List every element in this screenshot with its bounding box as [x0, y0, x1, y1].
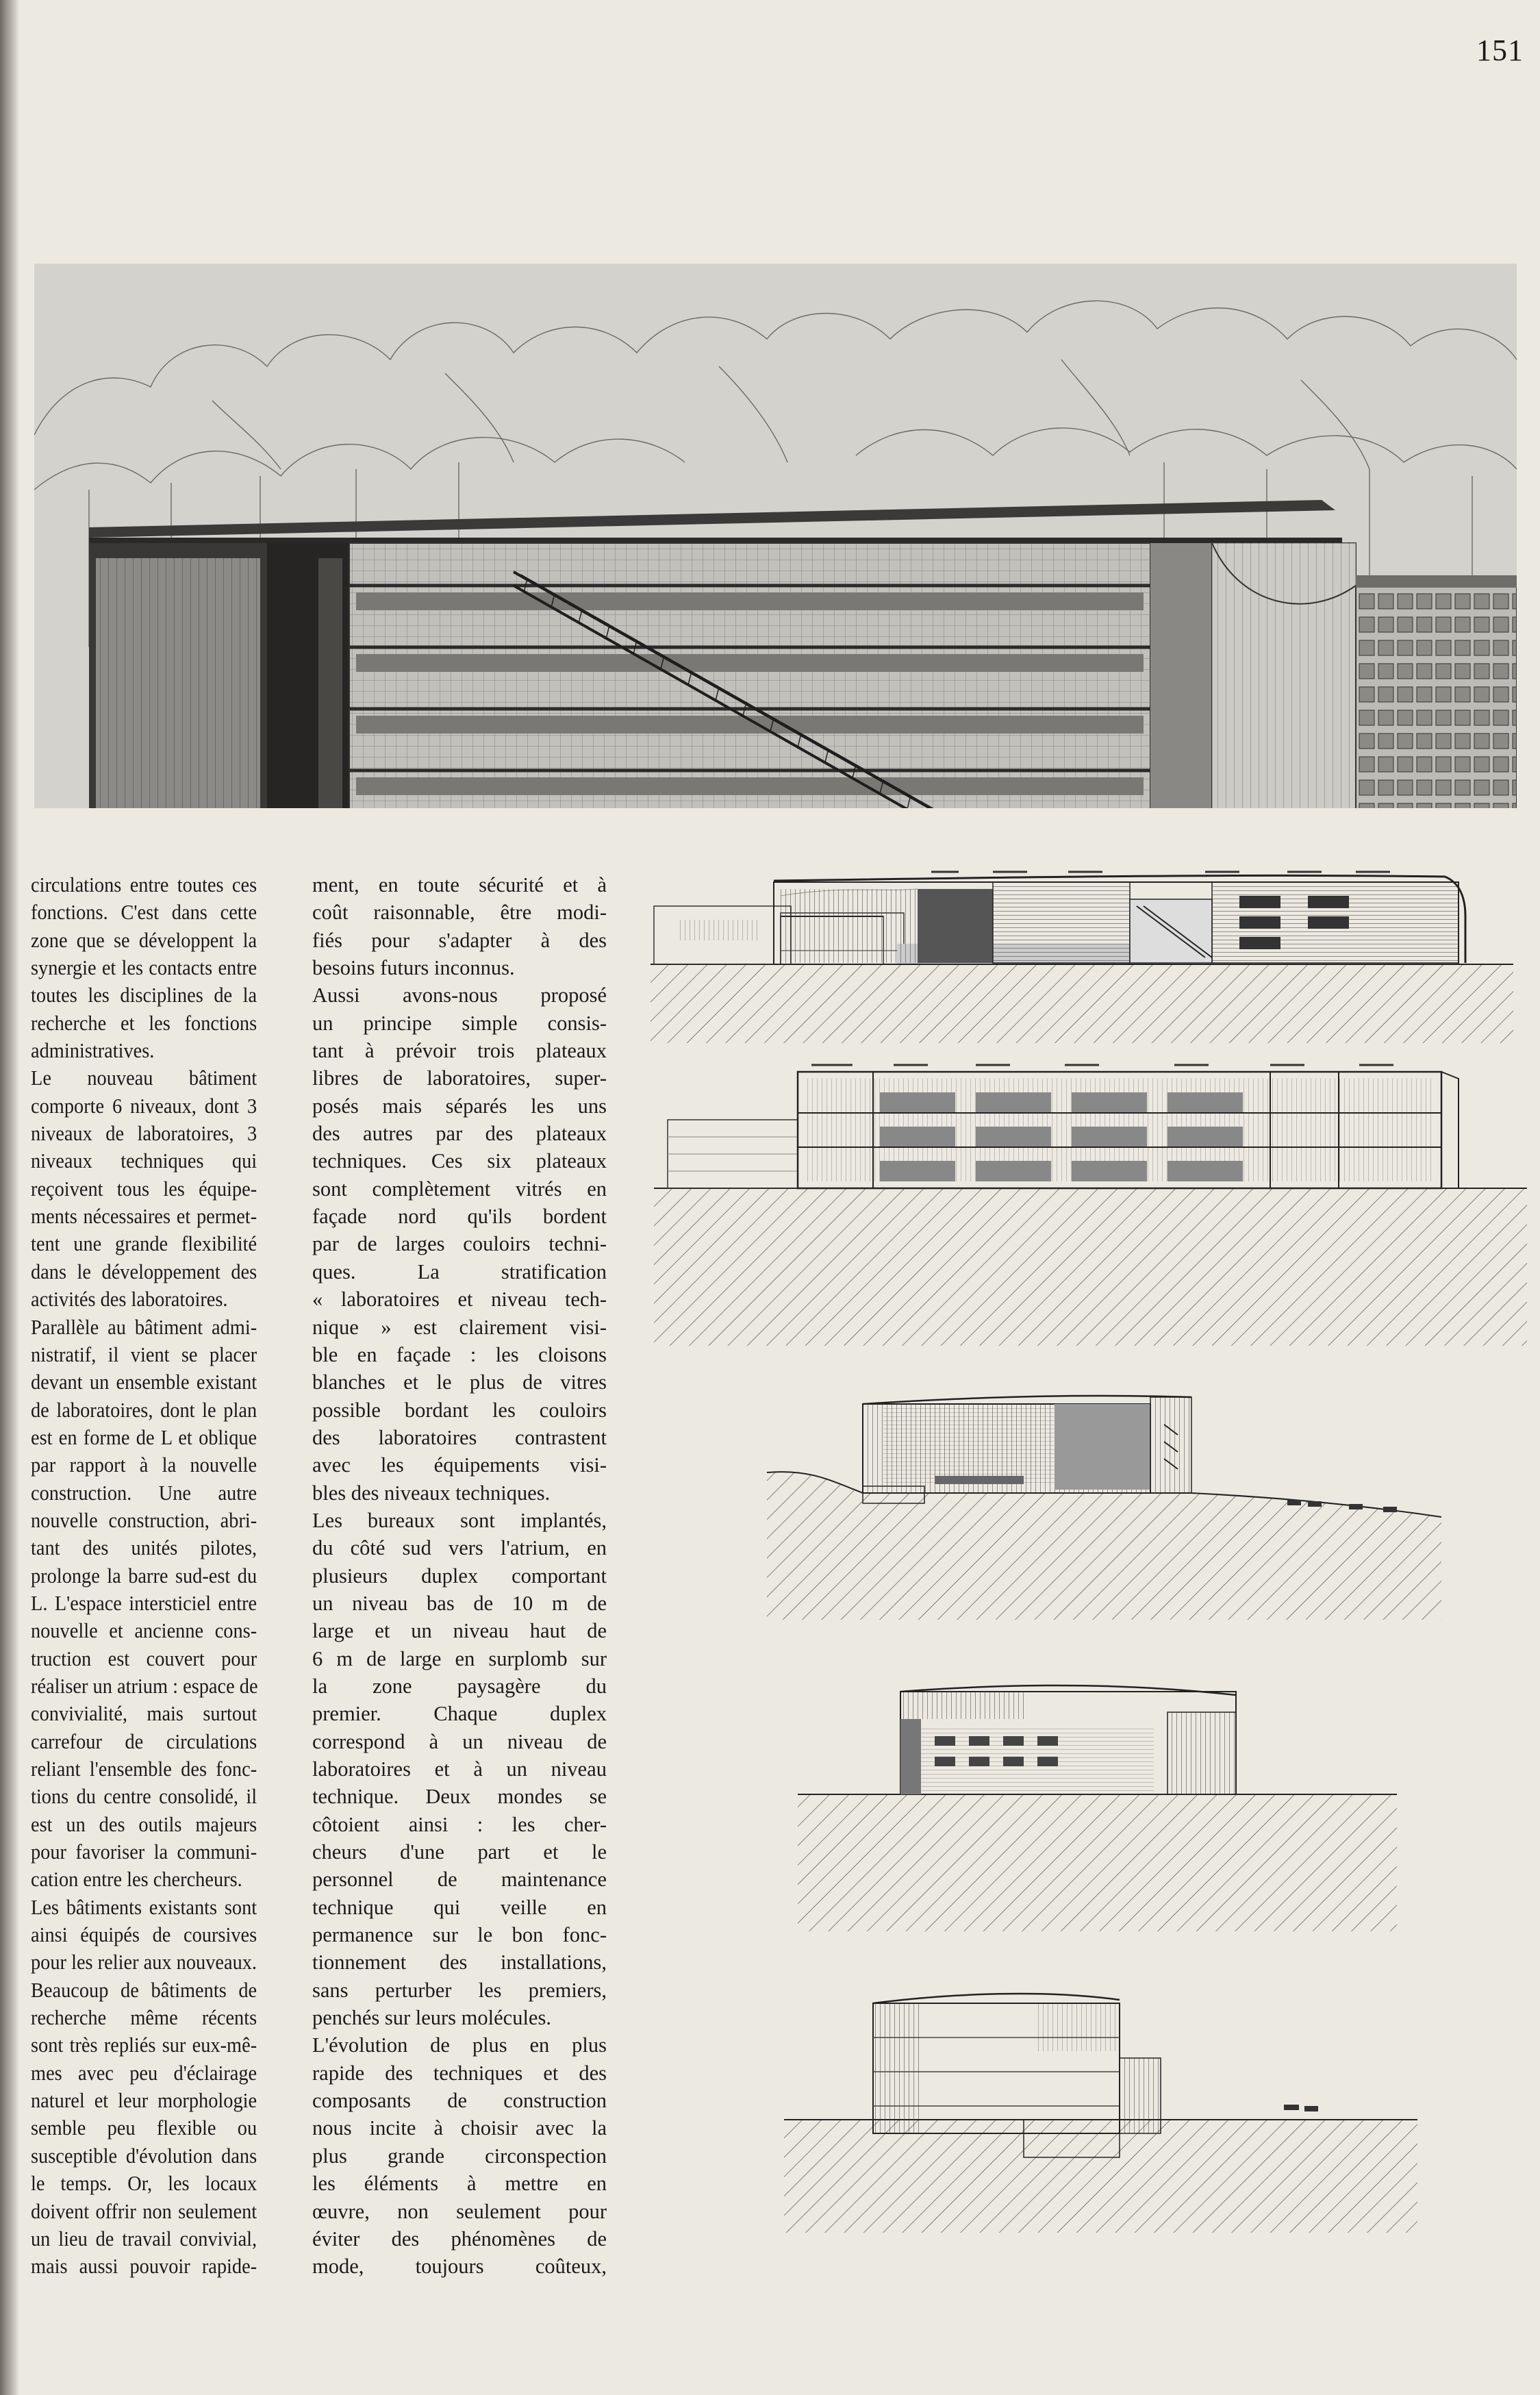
text-line: bles des niveaux techniques. [312, 1481, 551, 1505]
text-line: convivialité, mais surtout [31, 1702, 257, 1726]
text-line: libres de laboratoires, super- [312, 1066, 607, 1090]
text-line: nouvelle construction, abri- [31, 1508, 257, 1532]
text-line: fonctions. C'est dans cette [31, 901, 257, 925]
text-line: du côté sud vers l'atrium, en [312, 1536, 607, 1560]
elevation-drawing-2-icon [654, 1051, 1527, 1346]
text-line: un principe simple consis- [312, 1011, 607, 1035]
text-line: tant des unités pilotes, [31, 1536, 257, 1560]
text-line: tions du centre consolidé, il [31, 1785, 257, 1809]
text-line: cheurs d'une part et le [312, 1840, 607, 1864]
text-line: par de larges couloirs techni- [312, 1232, 607, 1256]
text-line: ble en façade : les cloisons [312, 1342, 607, 1366]
page-number: 151 [1476, 34, 1524, 67]
text-line: éviter des phénomènes de [312, 2227, 607, 2250]
text-line: Aussi avons-nous proposé [312, 983, 607, 1007]
text-line: correspond à un niveau de [312, 1729, 607, 1753]
text-line: cation entre les chercheurs. [31, 1868, 242, 1892]
text-line: côtoient ainsi : les cher- [312, 1812, 607, 1836]
text-line: activités des laboratoires. [31, 1288, 228, 1312]
text-line: façade nord qu'ils bordent [312, 1205, 607, 1229]
text-line: nistratif, il vient se placer [31, 1342, 257, 1366]
text-line: L. L'espace intersticiel entre [31, 1591, 257, 1615]
text-line: tionnement des installations, [312, 1951, 607, 1974]
text-line: des autres par des plateaux [312, 1122, 607, 1146]
text-line: techniques. Ces six plateaux [312, 1149, 607, 1173]
text-line: ques. La stratification [312, 1259, 607, 1283]
section-drawing-4-icon [798, 1671, 1397, 1931]
text-line: ments nécessaires et permet- [31, 1205, 257, 1229]
text-line: penchés sur leurs molécules. [312, 2006, 551, 2030]
text-line: toutes les disciplines de la [31, 983, 257, 1007]
elevation-drawing-1-icon [637, 841, 1527, 1046]
text-line: tant à prévoir trois plateaux [312, 1039, 607, 1063]
text-line: Parallèle au bâtiment admi- [31, 1315, 257, 1339]
text-line: un lieu de travail convivial, [31, 2227, 257, 2250]
text-line: rapide des techniques et des [312, 2061, 607, 2085]
text-line: construction. Une autre [31, 1481, 257, 1505]
text-line: par rapport à la nouvelle [31, 1453, 257, 1477]
text-line: technique. Deux mondes se [312, 1785, 607, 1809]
building-elevation-drawing [34, 264, 1517, 808]
text-line: reliant l'ensemble des fonc- [31, 1757, 257, 1781]
text-line: comporte 6 niveaux, dont 3 [31, 1094, 257, 1118]
text-line: mes avec peu d'éclairage [31, 2061, 257, 2085]
text-line: sans perturber les premiers, [312, 1978, 607, 2002]
text-line: recherche même récents [31, 2006, 257, 2030]
text-line: zone que se développent la [31, 928, 257, 952]
text-line: doivent offrir non seulement [31, 2199, 257, 2223]
text-line: niveaux techniques qui [31, 1149, 257, 1173]
text-line: technique qui veille en [312, 1895, 607, 1919]
elevation-figure-1 [637, 841, 1527, 1046]
text-line: le temps. Or, les locaux [31, 2172, 257, 2196]
text-line: nique » est clairement visi- [312, 1315, 607, 1339]
text-line: semble peu flexible ou [31, 2116, 257, 2140]
text-line: un niveau bas de 10 m de [312, 1591, 607, 1615]
text-line: 6 m de large en surplomb sur [312, 1646, 607, 1670]
text-line: sont très repliés sur eux-mê- [31, 2033, 257, 2057]
text-line: sont complètement vitrés en [312, 1177, 607, 1201]
text-line: tent une grande flexibilité [31, 1232, 257, 1256]
section-figure-4 [798, 1671, 1397, 1931]
text-line: Le nouveau bâtiment [31, 1066, 257, 1090]
hero-elevation-figure [34, 264, 1517, 808]
text-line: fiés pour s'adapter à des [312, 928, 607, 952]
text-line: niveaux de laboratoires, 3 [31, 1122, 257, 1146]
text-line: mode, toujours coûteux, [312, 2255, 607, 2279]
text-line: reçoivent tous les équipe- [31, 1177, 257, 1201]
text-column-1 [31, 871, 257, 2281]
book-spine-shadow [0, 0, 19, 2395]
text-line: la zone paysagère du [312, 1674, 607, 1698]
text-line: pour favoriser la communi- [31, 1840, 257, 1864]
text-line: pour les relier aux nouveaux. [31, 1951, 257, 1974]
section-figure-3 [767, 1383, 1441, 1620]
text-line: carrefour de circulations [31, 1729, 257, 1753]
text-line: premier. Chaque duplex [312, 1702, 607, 1726]
section-drawing-5-icon [784, 1983, 1417, 2233]
text-line: Les bureaux sont implantés, [312, 1508, 607, 1532]
text-line: nouvelle et ancienne cons- [31, 1619, 257, 1643]
text-line: plusieurs duplex comportant [312, 1564, 607, 1588]
text-line: synergie et les contacts entre [31, 956, 257, 980]
text-line: personnel de maintenance [312, 1868, 607, 1892]
text-line: laboratoires et à un niveau [312, 1757, 607, 1781]
elevation-figure-2 [654, 1051, 1527, 1346]
text-line: est un des outils majeurs [31, 1812, 257, 1836]
text-line: recherche et les fonctions [31, 1011, 257, 1035]
text-line: composants de construction [312, 2089, 607, 2113]
text-line: « laboratoires et niveau tech- [312, 1288, 607, 1312]
text-line: ainsi équipés de coursives [31, 1923, 257, 1947]
section-figure-5 [784, 1983, 1417, 2233]
text-line: permanence sur le bon fonc- [312, 1923, 607, 1947]
text-line: circulations entre toutes ces [31, 873, 257, 896]
text-line: de laboratoires, dont le plan [31, 1398, 257, 1422]
text-line: devant un ensemble existant [31, 1370, 257, 1394]
text-line: œuvre, non seulement pour [312, 2199, 607, 2223]
text-column-2 [312, 871, 607, 2281]
text-line: des laboratoires contrastent [312, 1425, 607, 1449]
text-line: avec les équipements visi- [312, 1453, 607, 1477]
text-line: L'évolution de plus en plus [312, 2033, 607, 2057]
text-line: truction est couvert pour [31, 1646, 257, 1670]
text-line: les éléments à mettre en [312, 2172, 607, 2196]
text-line: coût raisonnable, être modi- [312, 901, 607, 925]
text-line: plus grande circonspection [312, 2144, 607, 2168]
text-line: mais aussi pouvoir rapide- [31, 2255, 257, 2279]
text-line: administratives. [31, 1039, 155, 1063]
text-line: besoins futurs inconnus. [312, 956, 515, 980]
text-line: nous incite à choisir avec la [312, 2116, 607, 2140]
text-line: naturel et leur morphologie [31, 2089, 257, 2113]
text-line: prolonge la barre sud-est du [31, 1564, 257, 1588]
text-line: dans le développement des [31, 1259, 257, 1283]
text-line: susceptible d'évolution dans [31, 2144, 257, 2168]
text-line: Beaucoup de bâtiments de [31, 1978, 257, 2002]
text-line: est en forme de L et oblique [31, 1425, 257, 1449]
text-line: large et un niveau haut de [312, 1619, 607, 1643]
text-line: Les bâtiments existants sont [31, 1895, 257, 1919]
text-line: ment, en toute sécurité et à [312, 873, 607, 896]
section-drawing-3-icon [767, 1383, 1441, 1620]
text-line: posés mais séparés les uns [312, 1094, 607, 1118]
text-line: blanches et le plus de vitres [312, 1370, 607, 1394]
text-line: réaliser un atrium : espace de [31, 1674, 258, 1698]
text-line: possible bordant les couloirs [312, 1398, 607, 1422]
